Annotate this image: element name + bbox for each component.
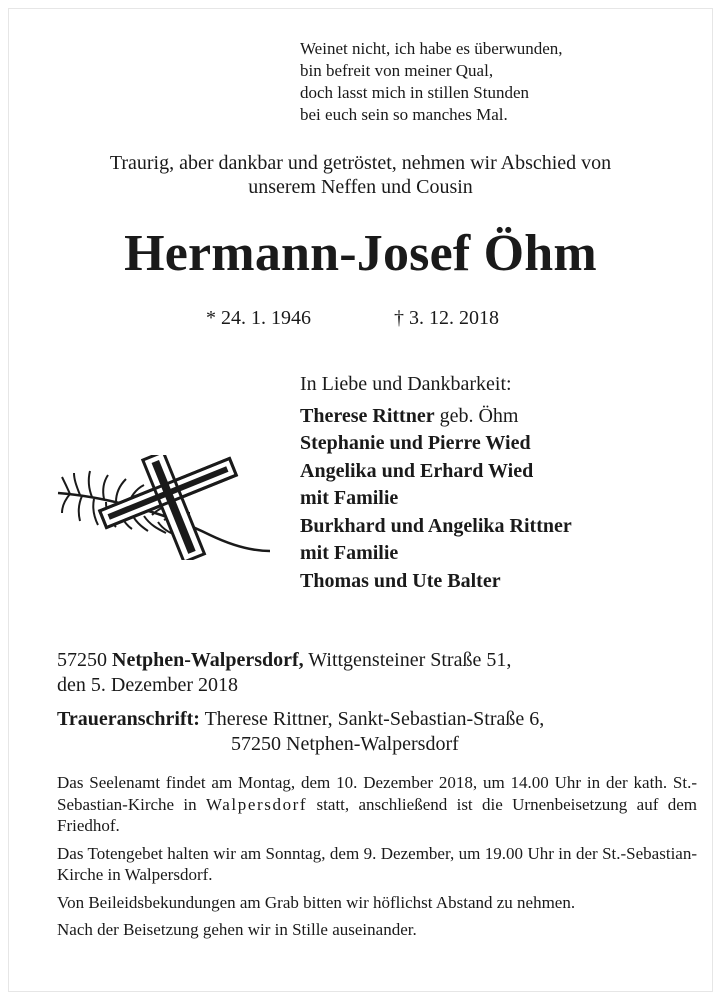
intro-text xyxy=(0,151,721,199)
mourning-address xyxy=(57,707,697,757)
poem-line: bei euch sein so manches Mal. xyxy=(300,105,508,124)
mourner-entry xyxy=(300,403,700,431)
mourner-entry: Thomas und Ute Balter xyxy=(300,569,501,592)
mourner-entry: Angelika und Erhard Wied xyxy=(300,459,534,482)
deceased-name: Hermann-Josef Öhm xyxy=(124,225,597,282)
poem-line: doch lasst mich in stillen Stunden xyxy=(300,83,530,102)
mourner-entry: mit Familie xyxy=(300,542,399,564)
info-text: Das Seelenamt findet am Montag, dem 10. Dezember 2018, um 14.00 Uhr in der kath. St.-Sebastian-Kirche in xyxy=(57,773,697,814)
address-line xyxy=(57,648,697,673)
info-paragraph: Von Beileidsbekundungen am Grab bitten wir höflichst Abstand zu nehmen. xyxy=(57,892,576,912)
mourner-entry: mit Familie xyxy=(300,487,399,509)
mourner-entry: Stephanie und Pierre Wied xyxy=(300,432,531,454)
info-text: statt, anschließend ist die Urnenbeisetzung auf dem Friedhof. xyxy=(57,794,697,835)
mourners-list xyxy=(300,371,700,595)
place-and-date xyxy=(57,648,697,698)
address-town: Netphen-Walpersdorf, xyxy=(112,649,304,671)
mourner-entry: Burkhard und Angelika Rittner xyxy=(300,514,572,537)
mourner-note: geb. Öhm xyxy=(434,404,519,427)
mourning-address-label: Traueranschrift: xyxy=(57,708,200,730)
intro-line: unserem Neffen und Cousin xyxy=(248,176,473,198)
cross-with-palm-branch-icon xyxy=(50,455,275,560)
death-date: † 3. 12. 2018 xyxy=(394,307,499,329)
poem xyxy=(300,38,700,126)
address-street: Wittgensteiner Straße 51, xyxy=(303,649,512,671)
info-paragraph: Das Totengebet halten wir am Sonntag, dem 9. Dezember, um 19.00 Uhr in der St.-Sebastian-Kirche in Walpersdorf. xyxy=(57,843,697,884)
address-zip: 57250 xyxy=(57,649,112,671)
mourning-address-text: Therese Rittner, Sankt-Sebastian-Straße 6, xyxy=(199,708,545,730)
poem-line: Weinet nicht, ich habe es überwunden, xyxy=(300,39,563,58)
poem-line: bin befreit von meiner Qual, xyxy=(300,61,494,80)
birth-date: * 24. 1. 1946 xyxy=(206,307,311,329)
notice-date: den 5. Dezember 2018 xyxy=(57,674,239,696)
mourning-address-line: 57250 Netphen-Walpersdorf xyxy=(231,733,459,755)
mourning-address-line xyxy=(57,707,697,732)
mourner-name: Therese Rittner xyxy=(300,404,435,427)
info-paragraph xyxy=(57,772,697,837)
mourners-lead: In Liebe und Dankbarkeit: xyxy=(300,373,512,395)
service-information xyxy=(57,772,697,947)
info-paragraph: Nach der Beisetzung gehen wir in Stille auseinander. xyxy=(57,920,417,939)
info-text-spaced: Walpersdorf xyxy=(206,794,308,814)
intro-line: Traurig, aber dankbar und getröstet, nehmen wir Abschied von xyxy=(109,152,612,174)
